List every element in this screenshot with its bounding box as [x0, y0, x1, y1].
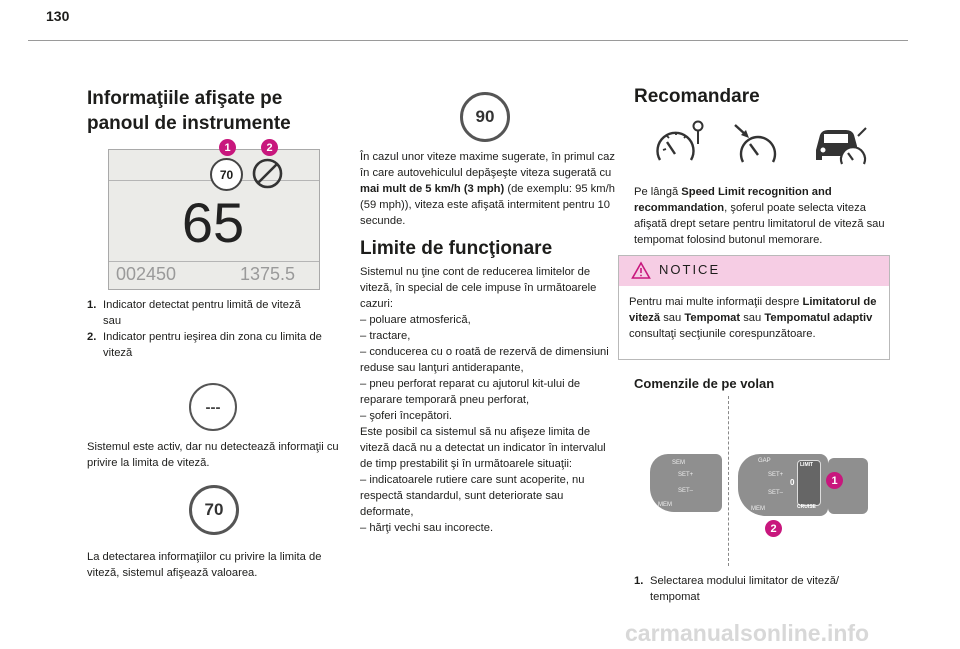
watermark: carmanualsonline.info: [625, 620, 870, 646]
steering-controls-heading: Comenzile de pe volan: [634, 376, 775, 391]
heading-line-2: panoul de instrumente: [87, 113, 291, 134]
speed-limit-sign: 70: [210, 158, 243, 191]
paragraph-recommendation: Pe lângă Speed Limit recognition and recommandation, şoferul poate selecta viteza afişată drept setare pentru limitatorul de viteză sau tempomat folosind butonul memorare.: [634, 186, 885, 246]
callout-marker-2: 2: [261, 139, 278, 156]
speedometer-sign-icon: [655, 118, 707, 168]
suggested-speed-icon: 90: [460, 92, 510, 142]
warning-triangle-icon: [631, 261, 651, 280]
no-limit-detected-icon: ---: [189, 383, 237, 431]
paragraph-value-shown: La detectarea informaţiilor cu privire la limita de viteză, sistemul afişează valoarea.: [87, 551, 322, 579]
notice-box: [618, 255, 890, 360]
limits-line: – conducerea cu o roată de rezervă de dimensiuni reduse sau lanţuri antiderapante,: [360, 346, 609, 374]
paragraph-active-no-data: Sistemul este activ, dar nu detectează informaţii cu privire la limita de viteză.: [87, 441, 339, 469]
trip-value: 1375.5: [240, 264, 296, 284]
list-item: 1. Selectarea modului limitator de viteză/ tempomat: [634, 575, 840, 603]
odometer-value: 002450: [116, 264, 177, 284]
limits-line: – şoferi începători.: [360, 410, 453, 422]
recommendation-heading: Recomandare: [634, 86, 760, 107]
limits-line: Sistemul nu ţine cont de reducerea limitelor de viteză, în special de cele impuse în următoarele cazuri:: [360, 266, 597, 310]
limits-line: Este posibil ca sistemul să nu afişeze limita de viteză dacă nu a detectat un indicator în intervalul de timp prestabilit şi în următoarele situaţii:: [360, 426, 606, 470]
callout-marker-2: 2: [765, 520, 782, 537]
limits-line: – pneu perforat reparat cu ajutorul kit-ului de reparare temporară pneu perforat,: [360, 378, 581, 406]
callout-marker-1: 1: [826, 472, 843, 489]
current-speed: 65: [181, 191, 245, 254]
steering-column-axis: [728, 396, 729, 566]
instrument-display-illustration: [108, 137, 318, 292]
car-speedometer-icon: [812, 120, 868, 170]
section-heading: [87, 86, 347, 136]
notice-text: Pentru mai multe informaţii despre Limitatorul de viteză sau Tempomat sau Tempomatul adaptiv consultaţi secţiunile corespunzătoare.: [629, 296, 877, 340]
callout-marker-1: 1: [219, 139, 236, 156]
limits-text: [360, 264, 615, 536]
notice-title: NOTICE: [659, 262, 721, 277]
list-item: 1. Indicator detectat pentru limită de viteză: [87, 299, 301, 311]
limits-line: – hărţi vechi sau incorecte.: [360, 522, 494, 534]
header-rule: [28, 40, 908, 41]
speed-sign-icon: 70: [189, 485, 239, 535]
heading-line-1: Informaţiile afişate pe: [87, 88, 283, 109]
page-number: 130: [46, 8, 70, 24]
list-item: 2. Indicator pentru ieşirea din zona cu limita de viteză: [87, 331, 322, 359]
limits-line: – tractare,: [360, 330, 411, 342]
limits-heading: Limite de funcţionare: [360, 238, 553, 259]
limits-line: – poluare atmosferică,: [360, 314, 471, 326]
list-item: sau: [103, 315, 122, 327]
display-divider-bottom: [109, 261, 319, 262]
steering-stalk-illustration: SEM SET+ SET– MEM GAP SET+ SET– MEM LIMIT CRUISE 0 1 2: [650, 396, 880, 566]
speedometer-arrow-icon: [733, 120, 783, 168]
indicator-list: [87, 297, 342, 361]
end-of-limit-icon: [251, 157, 284, 190]
paragraph-suggested-speed: În cazul unor viteze maxime sugerate, în primul caz în care autovehiculul depăşeşte viteza sugerată cu mai mult de 5 km/h (3 mph) (de exemplu: 95 km/h (59 mph)), viteza este afişată intermitent pentru 10 secunde.: [360, 151, 615, 227]
limits-line: – indicatoarele rutiere care sunt acoperite, nu respectă standardul, sunt deteriorate sau deformate,: [360, 474, 585, 518]
